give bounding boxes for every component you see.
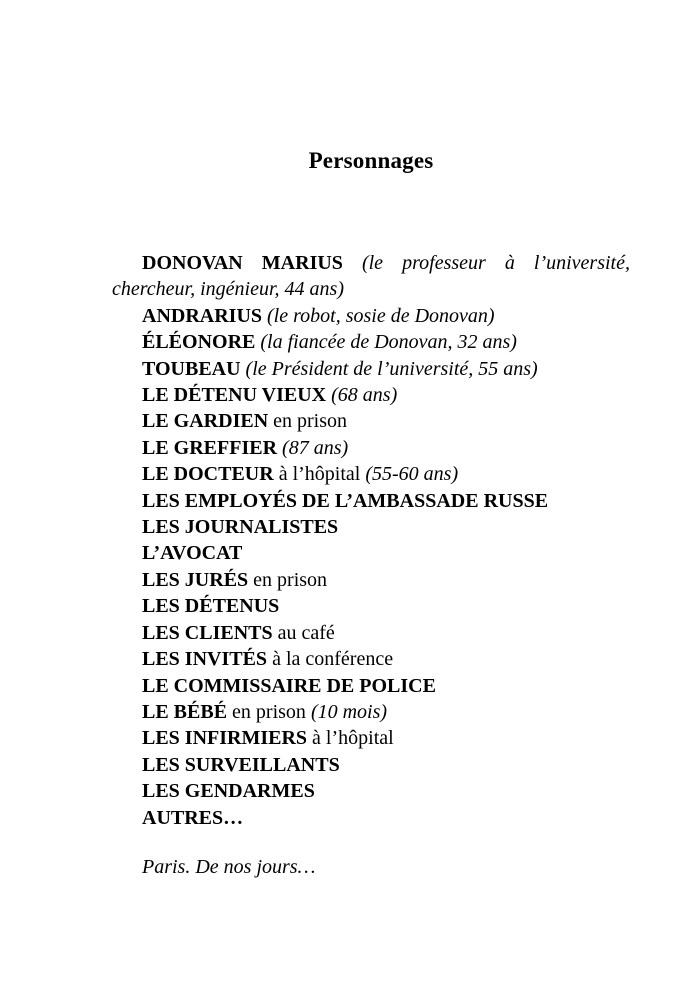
character-entry xyxy=(112,356,630,382)
character-name: LES SURVEILLANTS xyxy=(142,753,340,776)
character-name: ÉLÉONORE xyxy=(142,331,256,354)
character-name: L’AVOCAT xyxy=(142,542,243,565)
character-note-plain: au café xyxy=(277,621,335,644)
character-entry xyxy=(112,435,630,461)
character-name: LES INVITÉS xyxy=(142,648,268,671)
character-name: LE GARDIEN xyxy=(142,410,269,433)
character-note-continued: chercheur, ingénieur, 44 ans) xyxy=(112,278,344,301)
setting-note: Paris. De nos jours… xyxy=(142,855,316,878)
character-entry xyxy=(112,514,630,540)
character-name: LES CLIENTS xyxy=(142,621,273,644)
text-block xyxy=(112,147,630,880)
character-entry xyxy=(112,699,630,725)
character-note-italic: (le Président de l’université, 55 ans) xyxy=(245,357,538,380)
character-note-italic: (le professeur à l’université, xyxy=(361,252,630,274)
character-note-italic: (la fiancée de Donovan, 32 ans) xyxy=(260,331,517,354)
character-name: LE DOCTEUR xyxy=(142,463,274,486)
character-note-plain: à l’hôpital xyxy=(278,463,361,486)
character-entry xyxy=(112,593,630,619)
character-entry xyxy=(112,752,630,778)
character-entry xyxy=(112,540,630,566)
character-name: TOUBEAU xyxy=(142,357,241,380)
character-note-italic: (68 ans) xyxy=(331,384,398,407)
character-note-plain: en prison xyxy=(253,568,328,591)
character-entry xyxy=(112,778,630,804)
character-name: LES JOURNALISTES xyxy=(142,516,339,539)
character-name: ANDRARIUS xyxy=(142,304,263,327)
character-entry xyxy=(112,567,630,593)
character-entry xyxy=(112,461,630,487)
character-entry xyxy=(112,620,630,646)
character-note-italic: (87 ans) xyxy=(282,436,349,459)
character-note-italic: (le robot, sosie de Donovan) xyxy=(267,304,495,327)
character-entry xyxy=(112,805,630,831)
character-note-plain: en prison xyxy=(232,700,306,723)
character-entry xyxy=(112,646,630,672)
character-entry xyxy=(112,329,630,355)
entry-first-line xyxy=(112,250,630,276)
character-entry xyxy=(112,488,630,514)
character-entry xyxy=(112,382,630,408)
character-note-italic: (55-60 ans) xyxy=(365,463,459,486)
character-name: LE DÉTENU VIEUX xyxy=(142,384,327,407)
page-title: Personnages xyxy=(308,148,434,173)
character-name: LES JURÉS xyxy=(142,568,249,591)
character-entry xyxy=(112,725,630,751)
character-name: LE GREFFIER xyxy=(142,436,278,459)
character-name: LES EMPLOYÉS DE L’AMBASSADE RUSSE xyxy=(142,489,549,512)
character-name: LE BÉBÉ xyxy=(142,700,228,723)
character-name: LES DÉTENUS xyxy=(142,595,280,618)
character-entry xyxy=(112,303,630,329)
character-list xyxy=(112,250,630,831)
character-name: AUTRES… xyxy=(142,806,244,829)
character-name: LES INFIRMIERS xyxy=(142,727,308,750)
character-name: LE COMMISSAIRE DE POLICE xyxy=(142,674,436,697)
character-note-italic: (10 mois) xyxy=(310,700,388,723)
character-name: DONOVAN MARIUS xyxy=(142,252,343,274)
character-entry xyxy=(112,408,630,434)
character-entry xyxy=(112,250,630,303)
character-note-plain: à la conférence xyxy=(272,648,394,671)
character-note-plain: en prison xyxy=(273,410,348,433)
character-name: LES GENDARMES xyxy=(142,780,315,803)
character-entry xyxy=(112,673,630,699)
character-note-plain: à l’hôpital xyxy=(312,727,394,750)
